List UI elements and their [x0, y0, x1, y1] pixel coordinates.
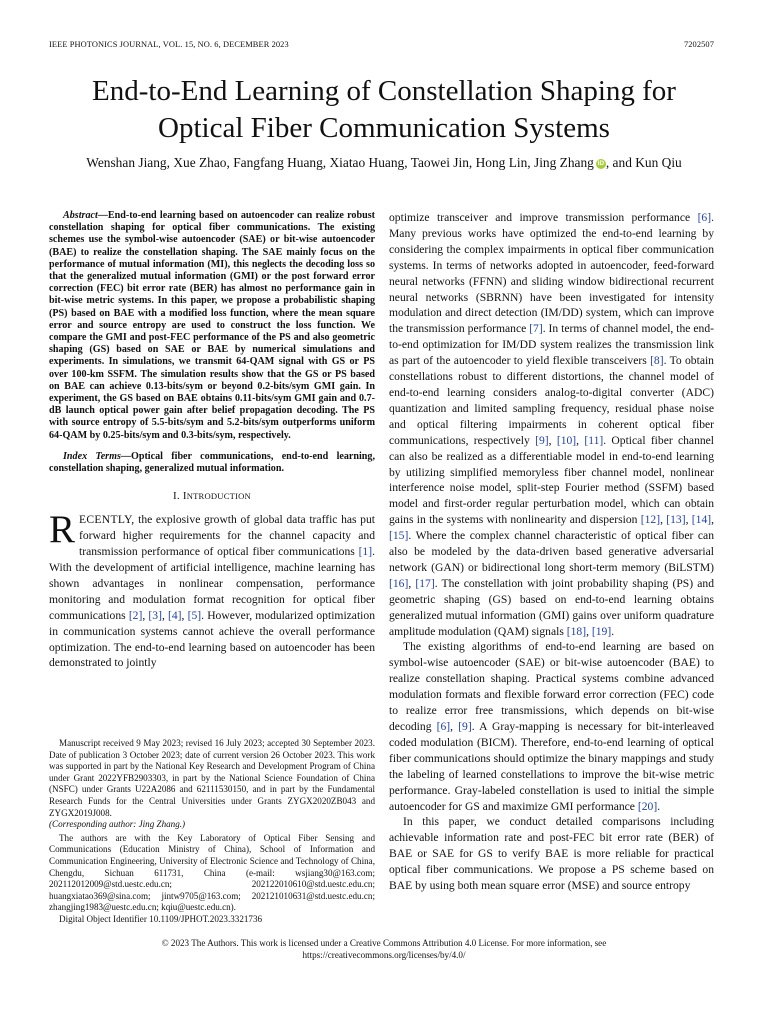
- citation-link[interactable]: [9]: [535, 433, 549, 447]
- text-run: The existing algorithms of end-to-end learning are based on symbol-wise autoencoder (SAE) or bit-wise autoencoder (BAE) to realize constellation shaping. Practical systems combine advanced modulation formats and flexible forward error correction (FEC) code to realize error free transmissions, which depends on bit-wise decoding: [389, 640, 714, 733]
- citation-link[interactable]: [8]: [650, 354, 664, 368]
- index-terms-label: Index Terms: [63, 450, 121, 462]
- separator: ,: [408, 576, 416, 590]
- first-page-footnotes: [49, 738, 375, 926]
- separator: ,: [161, 608, 168, 622]
- citation-link[interactable]: [13]: [666, 513, 686, 527]
- text-run: . In terms of channel model, the end-to-end optimization for IM/DD system realizes the transmission link as part of the autoencoder to yield flexible transceivers: [389, 322, 714, 368]
- text-run: . The constellation with joint probability shaping (PS) and geometric shaping (GS) based on end-to-end learning obtains generalized mutual information (GMI) gains over uniform quadrature amplitude modulation (QAM) signals: [389, 576, 715, 638]
- separator: ,: [660, 513, 667, 527]
- intro-text-2: . With the development of artificial intelligence, machine learning has shown advantages in nonlinear compensation, performance monitoring and modulation format recognition for optical fiber communications: [49, 545, 375, 622]
- journal-header: IEEE PHOTONICS JOURNAL, VOL. 15, NO. 6, DECEMBER 2023: [49, 40, 289, 49]
- citation-link[interactable]: [7]: [529, 322, 543, 336]
- intro-paragraph: [49, 508, 375, 671]
- citation-link[interactable]: [10]: [556, 433, 577, 447]
- section-rest: NTRODUCTION: [186, 491, 251, 502]
- separator: ,: [586, 624, 592, 638]
- authors-text-end: , and Kun Qiu: [605, 155, 682, 170]
- citation-link[interactable]: [14]: [691, 513, 712, 527]
- right-column: [389, 210, 714, 894]
- text-run: . To obtain constellations robust to different distortions, the channel model of end-to-end learning considers analog-to-digital converter (ADC) quantization and limited sampling frequency, residual phase noise and optical filtering impairments in coherent optical fiber communications, respectively: [389, 354, 714, 447]
- abstract-dash: —: [97, 210, 108, 221]
- citation-link[interactable]: [11]: [584, 433, 604, 447]
- text-run: .: [657, 799, 661, 813]
- orcid-icon[interactable]: iD: [597, 160, 605, 167]
- citation-link[interactable]: [4]: [168, 608, 182, 622]
- intro-text-3: . However, modularized optimization in communication systems cannot achieve the overall performance optimization. The end-to-end learning based on autoencoder has been demonstrated to jointly: [49, 608, 375, 670]
- separator: ,: [548, 433, 557, 447]
- license-notice: [40, 938, 728, 962]
- footnote-affiliation: The authors are with the Key Laboratory of Optical Fiber Sensing and Communications (Education Ministry of China), School of Information and Communication Engineering, University of Electronic Science and Technology of China, Chengdu, Sichuan 611731, China (e-mail: wsjiang30@163.com; 202112012009@std.uestc.edu.cn; 202122010610@std.uestc.edu.cn; huangxiatao369@sina.com; jintw9705@163.com; 202121010631@std.uestc.edu.cn; zhangjing1983@uestc.edu.cn; kqiu@uestc.edu.cn).: [49, 832, 375, 913]
- footnote-doi: Digital Object Identifier 10.1109/JPHOT.2023.3321736: [59, 913, 263, 924]
- authors-text: Wenshan Jiang, Xue Zhao, Fangfang Huang, Xiatao Huang, Taowei Jin, Hong Lin, Jing Zhang: [86, 155, 594, 170]
- citation-link[interactable]: [18]: [566, 624, 587, 638]
- citation-link[interactable]: [20]: [637, 799, 658, 813]
- title-line-1: End-to-End Learning of Constellation Shaping for: [92, 75, 676, 107]
- paragraph-2: [389, 639, 714, 814]
- text-run: optimize transceiver and improve transmission performance: [389, 211, 698, 224]
- separator: ,: [181, 608, 188, 622]
- section-heading-introduction: [49, 490, 375, 502]
- citation-link[interactable]: [6]: [697, 211, 712, 224]
- separator: ,: [685, 513, 692, 527]
- lead-caps: ECENTLY,: [79, 513, 135, 527]
- left-column: [49, 210, 375, 671]
- text-run: .: [611, 624, 615, 638]
- footnote-corresponding: [49, 819, 375, 831]
- author-list: [40, 154, 728, 172]
- paragraph-1: [389, 210, 714, 639]
- citation-link[interactable]: [2]: [128, 608, 143, 622]
- citation-link[interactable]: [1]: [358, 545, 373, 559]
- license-url[interactable]: https://creativecommons.org/licenses/by/4.0/: [302, 949, 466, 960]
- abstract: [49, 210, 375, 442]
- corresponding-author: (Corresponding author: Jing Zhang.): [49, 819, 186, 830]
- abstract-label: Abstract: [63, 210, 98, 221]
- paper-title: [40, 73, 728, 147]
- separator: ,: [711, 513, 715, 527]
- text-run: . Optical fiber channel can also be realized as a differentiable model in end-to-end learning by utilizing simplified memoryless fiber channel model, nonlinear interference noise model, split-step Fourier method (SSFM) based model and first-order regular perturbation model, which can obtain gains in the systems with nonlinearity and dispersion: [389, 433, 715, 527]
- intro-text-1: the explosive growth of global data traffic has put forward higher requirements for the channel capacity and transmission performance of optical fiber communications: [79, 513, 375, 559]
- index-terms: [49, 451, 375, 475]
- footnote-received: Manuscript received 9 May 2023; revised 16 July 2023; accepted 30 September 2023. Date of publication 3 October 2023; date of current version 26 October 2023. This work was supported in part by the National Key Research and Development Program of China under Grant 2022YFB2903303, in part by the National Science Foundation of China (NSFC) under Grants U22A2086 and 62111530150, and in part by the Fundamental Research Funds for the Central Universities under Grants ZYGX2020ZB043 and ZYGX2019J008.: [49, 738, 375, 818]
- separator: ,: [142, 608, 149, 622]
- citation-link[interactable]: [16]: [389, 576, 409, 590]
- citation-link[interactable]: [19]: [591, 624, 612, 638]
- separator: ,: [576, 433, 585, 447]
- article-number: 7202507: [683, 40, 714, 49]
- license-line-1: © 2023 The Authors. This work is licensed under a Creative Commons Attribution 4.0 License. For more information, see: [161, 938, 607, 948]
- separator: ,: [450, 720, 459, 733]
- drop-cap: R: [49, 508, 76, 552]
- title-line-2: Optical Fiber Communication Systems: [158, 112, 610, 144]
- section-numeral: I.: [173, 490, 180, 503]
- citation-link[interactable]: [12]: [640, 513, 661, 527]
- citation-link[interactable]: [3]: [148, 608, 162, 622]
- text-run: . Where the complex channel characteristic of optical fiber can also be modeled by the data-driven based generative adversarial network (GAN) or bidirectional long short-term memory (BiLSTM): [389, 529, 714, 574]
- citation-link[interactable]: [5]: [187, 608, 202, 622]
- index-terms-dash: —: [120, 450, 131, 462]
- abstract-text: End-to-end learning based on autoencoder can realize robust constellation shaping for optical fiber communications. The existing schemes use the symbol-wise autoencoder (SAE) or bit-wise autoencoder (BAE) to realize the constellation shaping. The SAE mainly focus on the performance of mutual information (MI), this neglects the decoding loss so that the generalized mutual information (GMI) or the post forward error correction (FEC) bit error rate (BER) has almost no performance gain in bit-wise metric systems. In this paper, we propose a probabilistic shaping (PS) based on BAE with a modified loss function, where the mean square error and source entropy are used to construct the loss function. We compare the GMI and post-FEC performance of the PS and also geometric shaping (GS) based on SAE or BAE by numerical simulations and experiments. In simulations, we transmit 64-QAM signal with GS or PS over 100-km SSFM. The simulation results show that the GS or PS based on BAE can achieve 0.13-bits/sym or beyond 0.2-bits/sym GMI gain. In experiment, the GS based on BAE obtains 0.11-bits/sym GMI gain and 0.7-dB launch optical power gain after belief propagation decoding. The PS with source entropy of 5.5-bits/sym and 5.2-bits/sym outperforms uniform 64-QAM by 0.25-bits/sym and 0.3-bits/sym, respectively.: [49, 210, 375, 441]
- text-run: . Many previous works have optimized the end-to-end learning by considering the complex impairments in optical fiber communication systems. In terms of networks adopted in autoencoder, feed-forward neural networks (FFNN) and sliding window bidirectional recurrent neural networks (SBRNN) have been investigated for intensity modulation and direct detection (IM/DD) system, which can improve the transmission performance: [389, 211, 714, 336]
- citation-link[interactable]: [17]: [415, 576, 435, 590]
- citation-link[interactable]: [9]: [458, 720, 472, 733]
- citation-link[interactable]: [15]: [389, 529, 409, 543]
- section-first-letter: I: [182, 490, 187, 503]
- citation-link[interactable]: [6]: [436, 720, 451, 733]
- index-terms-text: Optical fiber communications, end-to-end learning, constellation shaping, generalized mutual information.: [49, 450, 375, 475]
- paragraph-3: In this paper, we conduct detailed comparisons including achievable information rate and post-FEC bit error rate (BER) of BAE or SAE for GS to verify BAE is more reliable for practical optical fiber communications. We propose a PS scheme based on BAE by using both mean square error (MSE) and source entropy: [389, 815, 714, 893]
- text-run: . A Gray-mapping is necessary for bit-interleaved coded modulation (BICM). Therefore, end-to-end learning of optical fiber communications should optimize the binary mappings and study the labeling of learned constellations to improve the bit-wise metric performance. Gray-labeled constellation is used to initial the simple autoencoder for GS and maximize GMI performance: [389, 720, 714, 813]
